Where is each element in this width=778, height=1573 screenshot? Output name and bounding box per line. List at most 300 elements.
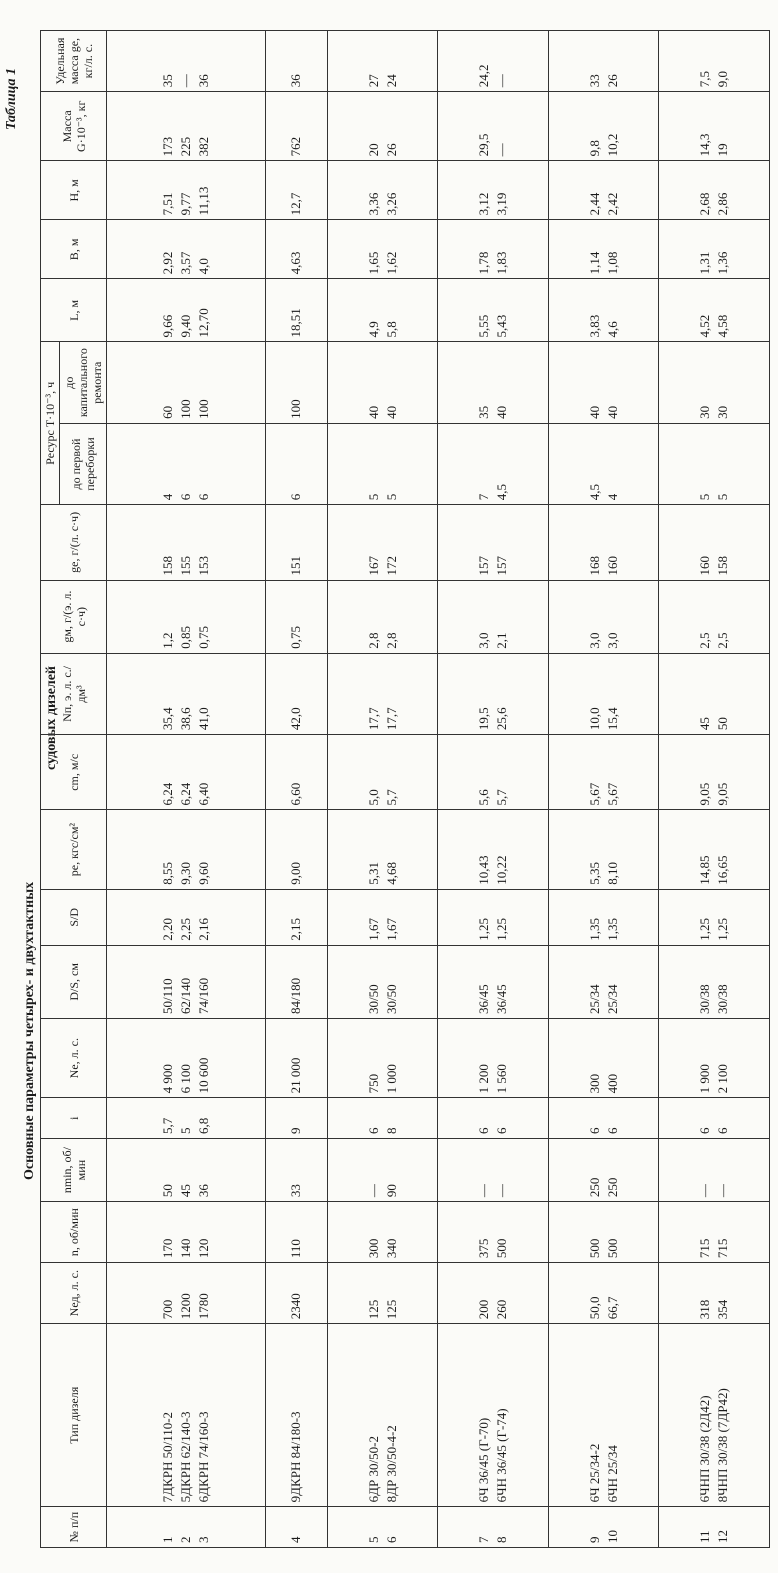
table-number: Таблица 1 [4, 68, 19, 130]
cell-cm [438, 735, 549, 810]
cell-sd [266, 889, 328, 945]
cell-value: 10,2 [604, 133, 620, 157]
cell-value: 100 [178, 399, 193, 419]
cell-i [266, 1098, 328, 1139]
cell-value: 500 [494, 1238, 510, 1259]
cell-value: 340 [383, 1238, 399, 1259]
cell-value: 19,5 [476, 707, 492, 731]
cell-value: 16,65 [715, 855, 731, 885]
cell-B [438, 220, 549, 279]
cell-value: 1,25 [715, 918, 731, 941]
cell-type [327, 1324, 438, 1507]
col-header: S/D [41, 889, 107, 945]
cell-ug [327, 31, 438, 92]
cell-H [548, 161, 659, 220]
cell-type [438, 1324, 549, 1507]
cell-value: 157 [494, 556, 510, 576]
cell-nmin [266, 1139, 328, 1202]
cell-value: 1 900 [697, 1064, 713, 1094]
cell-value: 1780 [196, 1293, 211, 1320]
cell-value: 4,0 [196, 258, 211, 275]
cell-value: 35 [476, 405, 492, 419]
cell-value: 125 [365, 1299, 381, 1320]
cell-ne [659, 1019, 770, 1098]
cell-value: 7 [476, 1536, 492, 1543]
cell-value: 5,55 [476, 314, 492, 338]
cell-value: 50 [715, 717, 731, 731]
cell-value: 173 [160, 136, 175, 157]
cell-value: 5,8 [383, 321, 399, 338]
cell-value: — [697, 1184, 713, 1198]
cell-gm [438, 580, 549, 653]
cell-res2 [659, 342, 770, 423]
cell-B [107, 220, 266, 279]
cell-value: 8,55 [160, 862, 175, 885]
cell-value: 5 [365, 1536, 381, 1543]
cell-value: 172 [383, 556, 399, 576]
cell-pe [438, 810, 549, 889]
cell-value: 5ДКРН 62/140-3 [178, 1411, 193, 1503]
cell-value: 2 100 [715, 1064, 731, 1094]
col-header: H, м [41, 161, 107, 220]
cell-res1 [266, 423, 328, 504]
cell-B [266, 220, 328, 279]
cell-value: 4,9 [365, 321, 381, 338]
cell-value: 42,0 [288, 707, 304, 731]
cell-value: 1,25 [494, 918, 510, 941]
cell-value: — [476, 1184, 492, 1198]
cell-value: — [365, 1184, 381, 1198]
col-header: n, об/мин [41, 1202, 107, 1263]
cell-nmin [659, 1139, 770, 1202]
col-header: до первой переборки [60, 423, 107, 504]
cell-G [266, 92, 328, 161]
cell-res1 [107, 423, 266, 504]
cell-ned [327, 1263, 438, 1324]
cell-value: 6,8 [196, 1117, 211, 1135]
col-header: Тип дизеля [41, 1324, 107, 1507]
cell-res1 [659, 423, 770, 504]
cell-res1 [548, 423, 659, 504]
cell-L [327, 279, 438, 342]
cell-value: 45 [697, 717, 713, 731]
cell-value: 26 [383, 143, 399, 157]
cell-value: 15,4 [604, 707, 620, 731]
cell-ug [266, 31, 328, 92]
col-header: ge, г/(л. с·ч) [41, 505, 107, 580]
cell-ne [107, 1019, 266, 1098]
cell-value: 1,62 [383, 251, 399, 275]
cell-value: 500 [586, 1238, 602, 1259]
cell-n [659, 1202, 770, 1263]
cell-pe [548, 810, 659, 889]
cell-ug [548, 31, 659, 92]
cell-G [548, 92, 659, 161]
cell-value: 6,60 [288, 782, 304, 806]
cell-value: 5,31 [365, 862, 381, 885]
table-row-group [266, 31, 328, 1548]
cell-value: 2,5 [715, 632, 731, 649]
col-header: L, м [41, 279, 107, 342]
cell-value: 74/160 [196, 977, 211, 1014]
cell-L [548, 279, 659, 342]
cell-value: 50,0 [586, 1296, 602, 1320]
cell-value: 9,40 [178, 314, 193, 338]
cell-value: 36 [288, 74, 304, 88]
cell-value: 1 200 [476, 1064, 492, 1094]
cell-value: 1,65 [365, 251, 381, 275]
diesel-parameters-table [40, 30, 770, 1548]
cell-value: 11,13 [196, 186, 211, 216]
cell-value: 17,7 [383, 707, 399, 731]
cell-n [438, 1202, 549, 1263]
cell-B [327, 220, 438, 279]
cell-L [266, 279, 328, 342]
cell-value: 500 [604, 1238, 620, 1259]
cell-value: 2,20 [160, 918, 175, 941]
cell-value: 2340 [288, 1293, 304, 1320]
cell-value: 1,36 [715, 251, 731, 275]
cell-value: 1,67 [365, 918, 381, 941]
cell-value: 24,2 [476, 64, 492, 88]
cell-value: 157 [476, 556, 492, 576]
cell-n [548, 1202, 659, 1263]
cell-value: 6 [288, 493, 304, 501]
cell-value: 24 [383, 74, 399, 88]
cell-value: 1,31 [697, 251, 713, 275]
cell-ned [266, 1263, 328, 1324]
cell-value: 110 [288, 1239, 304, 1259]
cell-value: 8 [494, 1536, 510, 1543]
cell-value: 8ДР 30/50-4-2 [383, 1425, 399, 1503]
cell-ug [107, 31, 266, 92]
cell-value: 1,08 [604, 251, 620, 275]
cell-value: 3,26 [383, 192, 399, 216]
cell-value: 3,36 [365, 192, 381, 216]
cell-value: 36 [196, 1184, 211, 1198]
cell-ned [438, 1263, 549, 1324]
cell-value: 6 [476, 1127, 492, 1135]
cell-value: 36/45 [494, 984, 510, 1014]
cell-value: 100 [288, 399, 304, 419]
cell-value: 715 [715, 1238, 731, 1259]
cell-no [327, 1507, 438, 1548]
cell-value: 33 [288, 1184, 304, 1198]
cell-n [266, 1202, 328, 1263]
cell-ds [266, 945, 328, 1018]
cell-value: 12,7 [288, 192, 304, 216]
cell-np [438, 653, 549, 734]
cell-value: 6ДКРН 74/160-3 [196, 1411, 211, 1503]
cell-value: 354 [715, 1299, 731, 1320]
cell-value: 1,78 [476, 251, 492, 275]
table-row-group [327, 31, 438, 1548]
cell-value: 33 [586, 74, 602, 88]
cell-value: 6Ч 36/45 (Г-70) [476, 1417, 492, 1503]
cell-value: 3,57 [178, 251, 193, 275]
table-title-part2: судовых дизелей [44, 666, 59, 770]
cell-value: 9,60 [196, 862, 211, 885]
cell-no [266, 1507, 328, 1548]
cell-value: 9,05 [697, 782, 713, 806]
col-header: cm, м/с [41, 735, 107, 810]
cell-value: 3,0 [476, 632, 492, 649]
cell-value: 6 [178, 493, 193, 501]
cell-nmin [107, 1139, 266, 1202]
cell-G [659, 92, 770, 161]
table-title-part1: Основные параметры четырех- и двухтактных [22, 881, 37, 1180]
cell-value: 10,22 [494, 855, 510, 885]
cell-ge [659, 505, 770, 580]
cell-value: 30/38 [715, 984, 731, 1014]
cell-value: 250 [586, 1177, 602, 1198]
cell-no [548, 1507, 659, 1548]
cell-value: 50 [160, 1184, 175, 1198]
cell-gm [659, 580, 770, 653]
cell-type [266, 1324, 328, 1507]
cell-value: 45 [178, 1184, 193, 1198]
col-header: Ne, л. с. [41, 1019, 107, 1098]
header-row-top [41, 31, 60, 1548]
cell-value: 158 [160, 556, 175, 576]
cell-value: 4 [288, 1536, 304, 1543]
cell-value: 375 [476, 1238, 492, 1259]
cell-value: 700 [160, 1299, 175, 1320]
cell-value: — [494, 143, 510, 157]
cell-ds [327, 945, 438, 1018]
cell-value: 30/38 [697, 984, 713, 1014]
cell-value: 4,5 [494, 483, 510, 501]
table-row-group [548, 31, 659, 1548]
cell-value: 160 [697, 556, 713, 576]
cell-gm [548, 580, 659, 653]
cell-value: 153 [196, 556, 211, 576]
cell-value: 3,0 [586, 632, 602, 649]
cell-cm [659, 735, 770, 810]
cell-value: 0,75 [288, 626, 304, 649]
cell-value: 7,51 [160, 192, 175, 216]
cell-H [438, 161, 549, 220]
cell-value: 4 [604, 493, 620, 501]
cell-value: 1,67 [383, 918, 399, 941]
cell-value: 2,8 [365, 632, 381, 649]
cell-np [659, 653, 770, 734]
cell-nmin [438, 1139, 549, 1202]
cell-value: 6 [697, 1127, 713, 1135]
cell-value: 1,25 [476, 918, 492, 941]
cell-value: 167 [365, 556, 381, 576]
cell-pe [659, 810, 770, 889]
col-header: Nед, л. с. [41, 1263, 107, 1324]
cell-res2 [266, 342, 328, 423]
cell-value: 50/110 [160, 978, 175, 1014]
table-row-group [659, 31, 770, 1548]
cell-value: 10,0 [586, 707, 602, 731]
cell-value: 3,12 [476, 192, 492, 216]
cell-i [327, 1098, 438, 1139]
cell-n [107, 1202, 266, 1263]
cell-value: 40 [494, 405, 510, 419]
cell-value: 5 [715, 493, 731, 501]
col-header: D/S, см [41, 945, 107, 1018]
cell-nmin [327, 1139, 438, 1202]
cell-i [548, 1098, 659, 1139]
cell-gm [266, 580, 328, 653]
cell-value: 300 [365, 1238, 381, 1259]
cell-value: 90 [383, 1184, 399, 1198]
cell-value: 40 [365, 405, 381, 419]
cell-gm [327, 580, 438, 653]
cell-value: 6 [494, 1127, 510, 1135]
cell-ug [438, 31, 549, 92]
cell-value: 1,25 [697, 918, 713, 941]
cell-value: 1 560 [494, 1064, 510, 1094]
cell-value: 1 000 [383, 1064, 399, 1094]
cell-L [438, 279, 549, 342]
cell-value: 8,10 [604, 862, 620, 885]
cell-value: 2,8 [383, 632, 399, 649]
col-header: № п/п [41, 1507, 107, 1548]
cell-value: 5,6 [476, 789, 492, 806]
cell-B [659, 220, 770, 279]
cell-value: 9ДКРН 84/180-3 [288, 1411, 304, 1503]
cell-value: 11 [697, 1530, 713, 1543]
cell-value: 14,85 [697, 855, 713, 885]
cell-value: 7ДКРН 50/110-2 [160, 1411, 175, 1503]
cell-value: 382 [196, 136, 211, 157]
cell-value: 6 100 [178, 1064, 193, 1094]
cell-value: 2,25 [178, 918, 193, 941]
col-header: Удельная масса ge, кг/л. с. [41, 31, 107, 92]
cell-value: 2 [178, 1536, 193, 1543]
cell-value: 5,67 [586, 782, 602, 806]
cell-value: 30 [697, 405, 713, 419]
cell-value: 10,43 [476, 855, 492, 885]
cell-value: 62/140 [178, 977, 193, 1014]
col-header: pe, кгс/см² [41, 810, 107, 889]
cell-res1 [438, 423, 549, 504]
cell-value: 5 [178, 1127, 193, 1135]
cell-value: 25,6 [494, 707, 510, 731]
cell-res1 [327, 423, 438, 504]
cell-ne [266, 1019, 328, 1098]
cell-value: 38,6 [178, 707, 193, 731]
cell-value: 6 [365, 1127, 381, 1135]
cell-value: 9 [586, 1536, 602, 1543]
cell-ds [438, 945, 549, 1018]
cell-type [548, 1324, 659, 1507]
cell-value: 6,24 [160, 782, 175, 806]
cell-value: 715 [697, 1238, 713, 1259]
resource-header: Ресурс T·10⁻³, ч [41, 342, 60, 505]
cell-value: 4 900 [160, 1064, 175, 1094]
cell-value: 170 [160, 1238, 175, 1259]
cell-value: 1,14 [586, 251, 602, 275]
col-header: B, м [41, 220, 107, 279]
cell-value: 2,16 [196, 918, 211, 941]
cell-sd [107, 889, 266, 945]
cell-L [659, 279, 770, 342]
cell-value: 6 [196, 493, 211, 501]
cell-value: 30/50 [365, 984, 381, 1014]
col-header: до капитального ремонта [60, 342, 107, 423]
cell-value: 30 [715, 405, 731, 419]
cell-ug [659, 31, 770, 92]
cell-value: 10 [604, 1530, 620, 1543]
cell-value: 60 [160, 405, 175, 419]
cell-ned [107, 1263, 266, 1324]
cell-value: 3 [196, 1536, 211, 1543]
cell-value: 40 [586, 405, 602, 419]
cell-value: 35,4 [160, 707, 175, 731]
cell-value: 2,42 [604, 192, 620, 216]
cell-value: 8 [383, 1127, 399, 1135]
cell-no [438, 1507, 549, 1548]
cell-ned [548, 1263, 659, 1324]
cell-value: 762 [288, 136, 304, 157]
cell-value: 6ЧНП 30/38 (2Д42) [697, 1395, 713, 1503]
cell-value: 5 [383, 493, 399, 501]
cell-value: 6,24 [178, 782, 193, 806]
cell-ds [107, 945, 266, 1018]
cell-ne [548, 1019, 659, 1098]
col-header: nmin, об/мин [41, 1139, 107, 1202]
cell-value: 3,19 [494, 192, 510, 216]
cell-type [107, 1324, 266, 1507]
cell-value: 750 [365, 1073, 381, 1094]
cell-ds [548, 945, 659, 1018]
cell-L [107, 279, 266, 342]
cell-value: 5 [365, 493, 381, 501]
cell-type [659, 1324, 770, 1507]
cell-value: 30/50 [383, 984, 399, 1014]
cell-value: 6ЧН 25/34 [604, 1445, 620, 1503]
cell-value: 84/180 [288, 977, 304, 1014]
cell-value: 25/34 [586, 984, 602, 1014]
cell-sd [548, 889, 659, 945]
cell-value: 6 [586, 1127, 602, 1135]
cell-value: 7,5 [697, 70, 713, 88]
cell-value: 17,7 [365, 707, 381, 731]
cell-value: 9,66 [160, 314, 175, 338]
cell-cm [107, 735, 266, 810]
cell-value: 14,3 [697, 133, 713, 157]
table-row-group [107, 31, 266, 1548]
cell-value: 1,35 [604, 918, 620, 941]
cell-pe [107, 810, 266, 889]
cell-value: 5,0 [365, 789, 381, 806]
cell-value: 66,7 [604, 1296, 620, 1320]
cell-np [107, 653, 266, 734]
cell-value: 250 [604, 1177, 620, 1198]
cell-value: 9,77 [178, 192, 193, 216]
cell-value: 27 [365, 74, 381, 88]
cell-value: 5,7 [160, 1117, 175, 1135]
cell-value: 9,05 [715, 782, 731, 806]
cell-value: 5,43 [494, 314, 510, 338]
cell-value: 9,0 [715, 70, 731, 88]
cell-value: 4,52 [697, 314, 713, 338]
cell-value: 1200 [178, 1293, 193, 1320]
cell-G [438, 92, 549, 161]
cell-sd [327, 889, 438, 945]
cell-value: 6Ч 25/34-2 [586, 1443, 602, 1503]
cell-value: 26 [604, 74, 620, 88]
cell-res2 [548, 342, 659, 423]
cell-value: 2,92 [160, 251, 175, 275]
cell-no [659, 1507, 770, 1548]
cell-ge [266, 505, 328, 580]
